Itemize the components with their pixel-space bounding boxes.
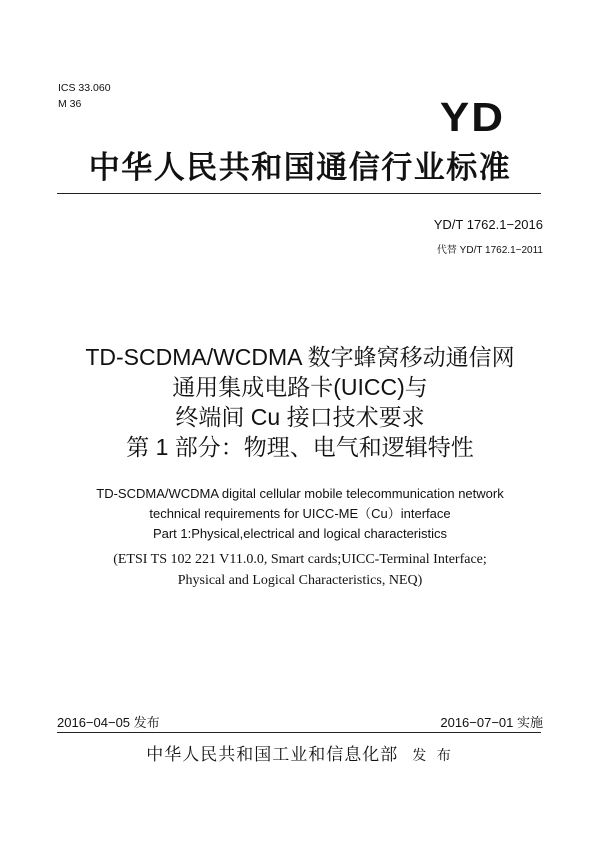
header-divider (57, 193, 541, 194)
publisher-name: 中华人民共和国工业和信息化部 (146, 745, 399, 765)
reference-line: (ETSI TS 102 221 V11.0.0, Smart cards;UICC-Terminal Interface; (113, 552, 487, 567)
reference-standard (0, 549, 600, 591)
ics-code: ICS 33.060 (58, 82, 111, 94)
chinese-title-line: TD-SCDMA/WCDMA 数字蜂窝移动通信网 (85, 344, 515, 370)
english-title-line: Part 1:Physical,electrical and logical characteristics (152, 526, 448, 541)
chinese-title-line: 通用集成电路卡(UICC)与 (172, 374, 428, 400)
footer-divider (57, 732, 541, 733)
chinese-title (0, 342, 600, 462)
english-title (0, 484, 600, 544)
publisher-line (0, 740, 600, 765)
chinese-title-line: 终端间 Cu 接口技术要求 (175, 404, 425, 430)
standard-title: 中华人民共和国通信行业标准 (88, 150, 512, 186)
yd-logo: YD (439, 95, 505, 141)
issue-date: 2016−04−05 发布 (57, 715, 160, 730)
replaces-standard: 代替 YD/T 1762.1−2011 (436, 245, 543, 256)
standard-number: YD/T 1762.1−2016 (433, 217, 543, 232)
reference-line: Physical and Logical Characteristics, NEQ) (177, 573, 423, 588)
implementation-date: 2016−07−01 实施 (440, 715, 543, 730)
classification-codes (58, 80, 111, 112)
chinese-title-line: 第 1 部分：物理、电气和逻辑特性 (126, 434, 474, 460)
publish-label: 发 布 (412, 748, 454, 764)
english-title-line: technical requirements for UICC-ME（Cu）interface (149, 506, 451, 521)
english-title-line: TD-SCDMA/WCDMA digital cellular mobile telecommunication network (96, 486, 504, 501)
ccs-code: M 36 (58, 98, 82, 110)
